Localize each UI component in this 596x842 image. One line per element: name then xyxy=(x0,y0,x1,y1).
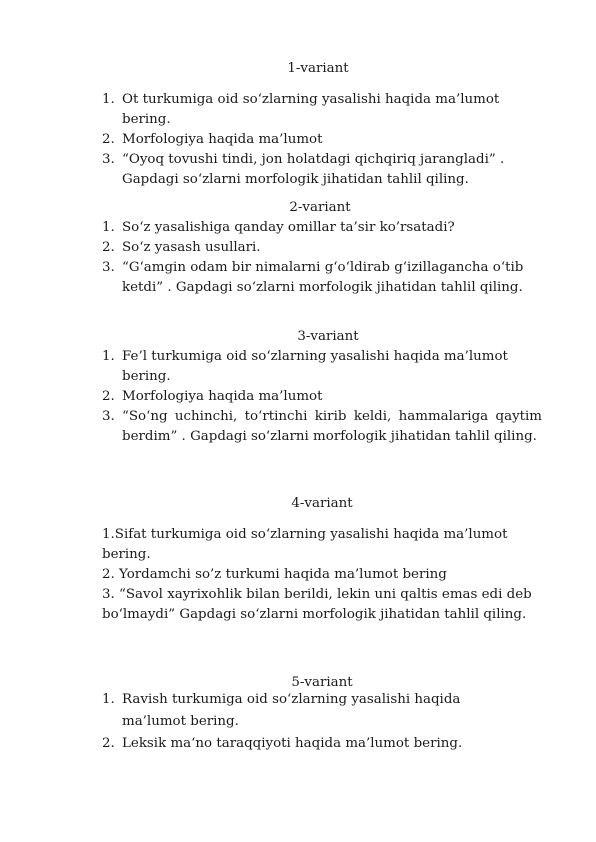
paragraph-line: 3. “Savol xayrixohlik bilan berildi, lekin uni qaltis emas edi deb xyxy=(102,587,532,602)
list-item: 3. “So‘ng uchinchi, to‘rtinchi kirib keldi, hammalariga qaytim berdim” . Gapdagi so‘zlarni morfologik jihatidan tahlil qiling. xyxy=(102,409,542,444)
variant-5-heading: 5-variant xyxy=(291,675,353,690)
variant-4-heading: 4-variant xyxy=(291,496,353,511)
variant-2-heading: 2-variant xyxy=(289,200,351,215)
list-item: 1. So‘z yasalishiga qanday omillar ta’sir ko’rsatadi? xyxy=(102,220,455,235)
variant-5-list xyxy=(102,689,546,755)
list-item: 2. So‘z yasash usullari. xyxy=(102,240,261,255)
variant-2-list xyxy=(102,218,546,298)
list-item: 2. Morfologiya haqida ma’lumot xyxy=(102,132,323,147)
list-item: 1. Ravish turkumiga oid so‘zlarning yasalishi haqida ma’lumot bering. xyxy=(102,692,461,729)
variant-3-list xyxy=(102,347,542,447)
list-item: 2. Morfologiya haqida ma’lumot xyxy=(102,389,323,404)
paragraph-line: bo‘lmaydi” Gapdagi so‘zlarni morfologik jihatidan tahlil qiling. xyxy=(102,607,527,622)
variant-1-list xyxy=(102,90,546,190)
list-item: 2. Leksik ma‘no taraqqiyoti haqida ma’lumot bering. xyxy=(102,736,463,751)
variant-1-heading: 1-variant xyxy=(287,61,349,76)
variant-3-heading: 3-variant xyxy=(297,329,359,344)
list-item: 1. Fe’l turkumiga oid so‘zlarning yasalishi haqida ma’lumot bering. xyxy=(102,349,508,384)
list-item: 3. “G‘amgin odam bir nimalarni g‘o‘ldirab g‘izillagancha o‘tib ketdi” . Gapdagi so‘zlarni morfologik jihatidan tahlil qiling. xyxy=(102,260,524,295)
paragraph-line: 1.Sifat turkumiga oid so‘zlarning yasalishi haqida ma’lumot xyxy=(102,527,508,542)
variant-4-paragraph xyxy=(102,525,532,625)
paragraph-line: 2. Yordamchi so’z turkumi haqida ma’lumot bering xyxy=(102,567,447,582)
list-item: 1. Ot turkumiga oid so‘zlarning yasalishi haqida ma’lumot bering. xyxy=(102,92,500,127)
paragraph-line: bering. xyxy=(102,547,151,562)
list-item: 3. “Oyoq tovushi tindi, jon holatdagi qichqiriq jarangladi” . Gapdagi so‘zlarni morfologik jihatidan tahlil qiling. xyxy=(102,152,505,187)
